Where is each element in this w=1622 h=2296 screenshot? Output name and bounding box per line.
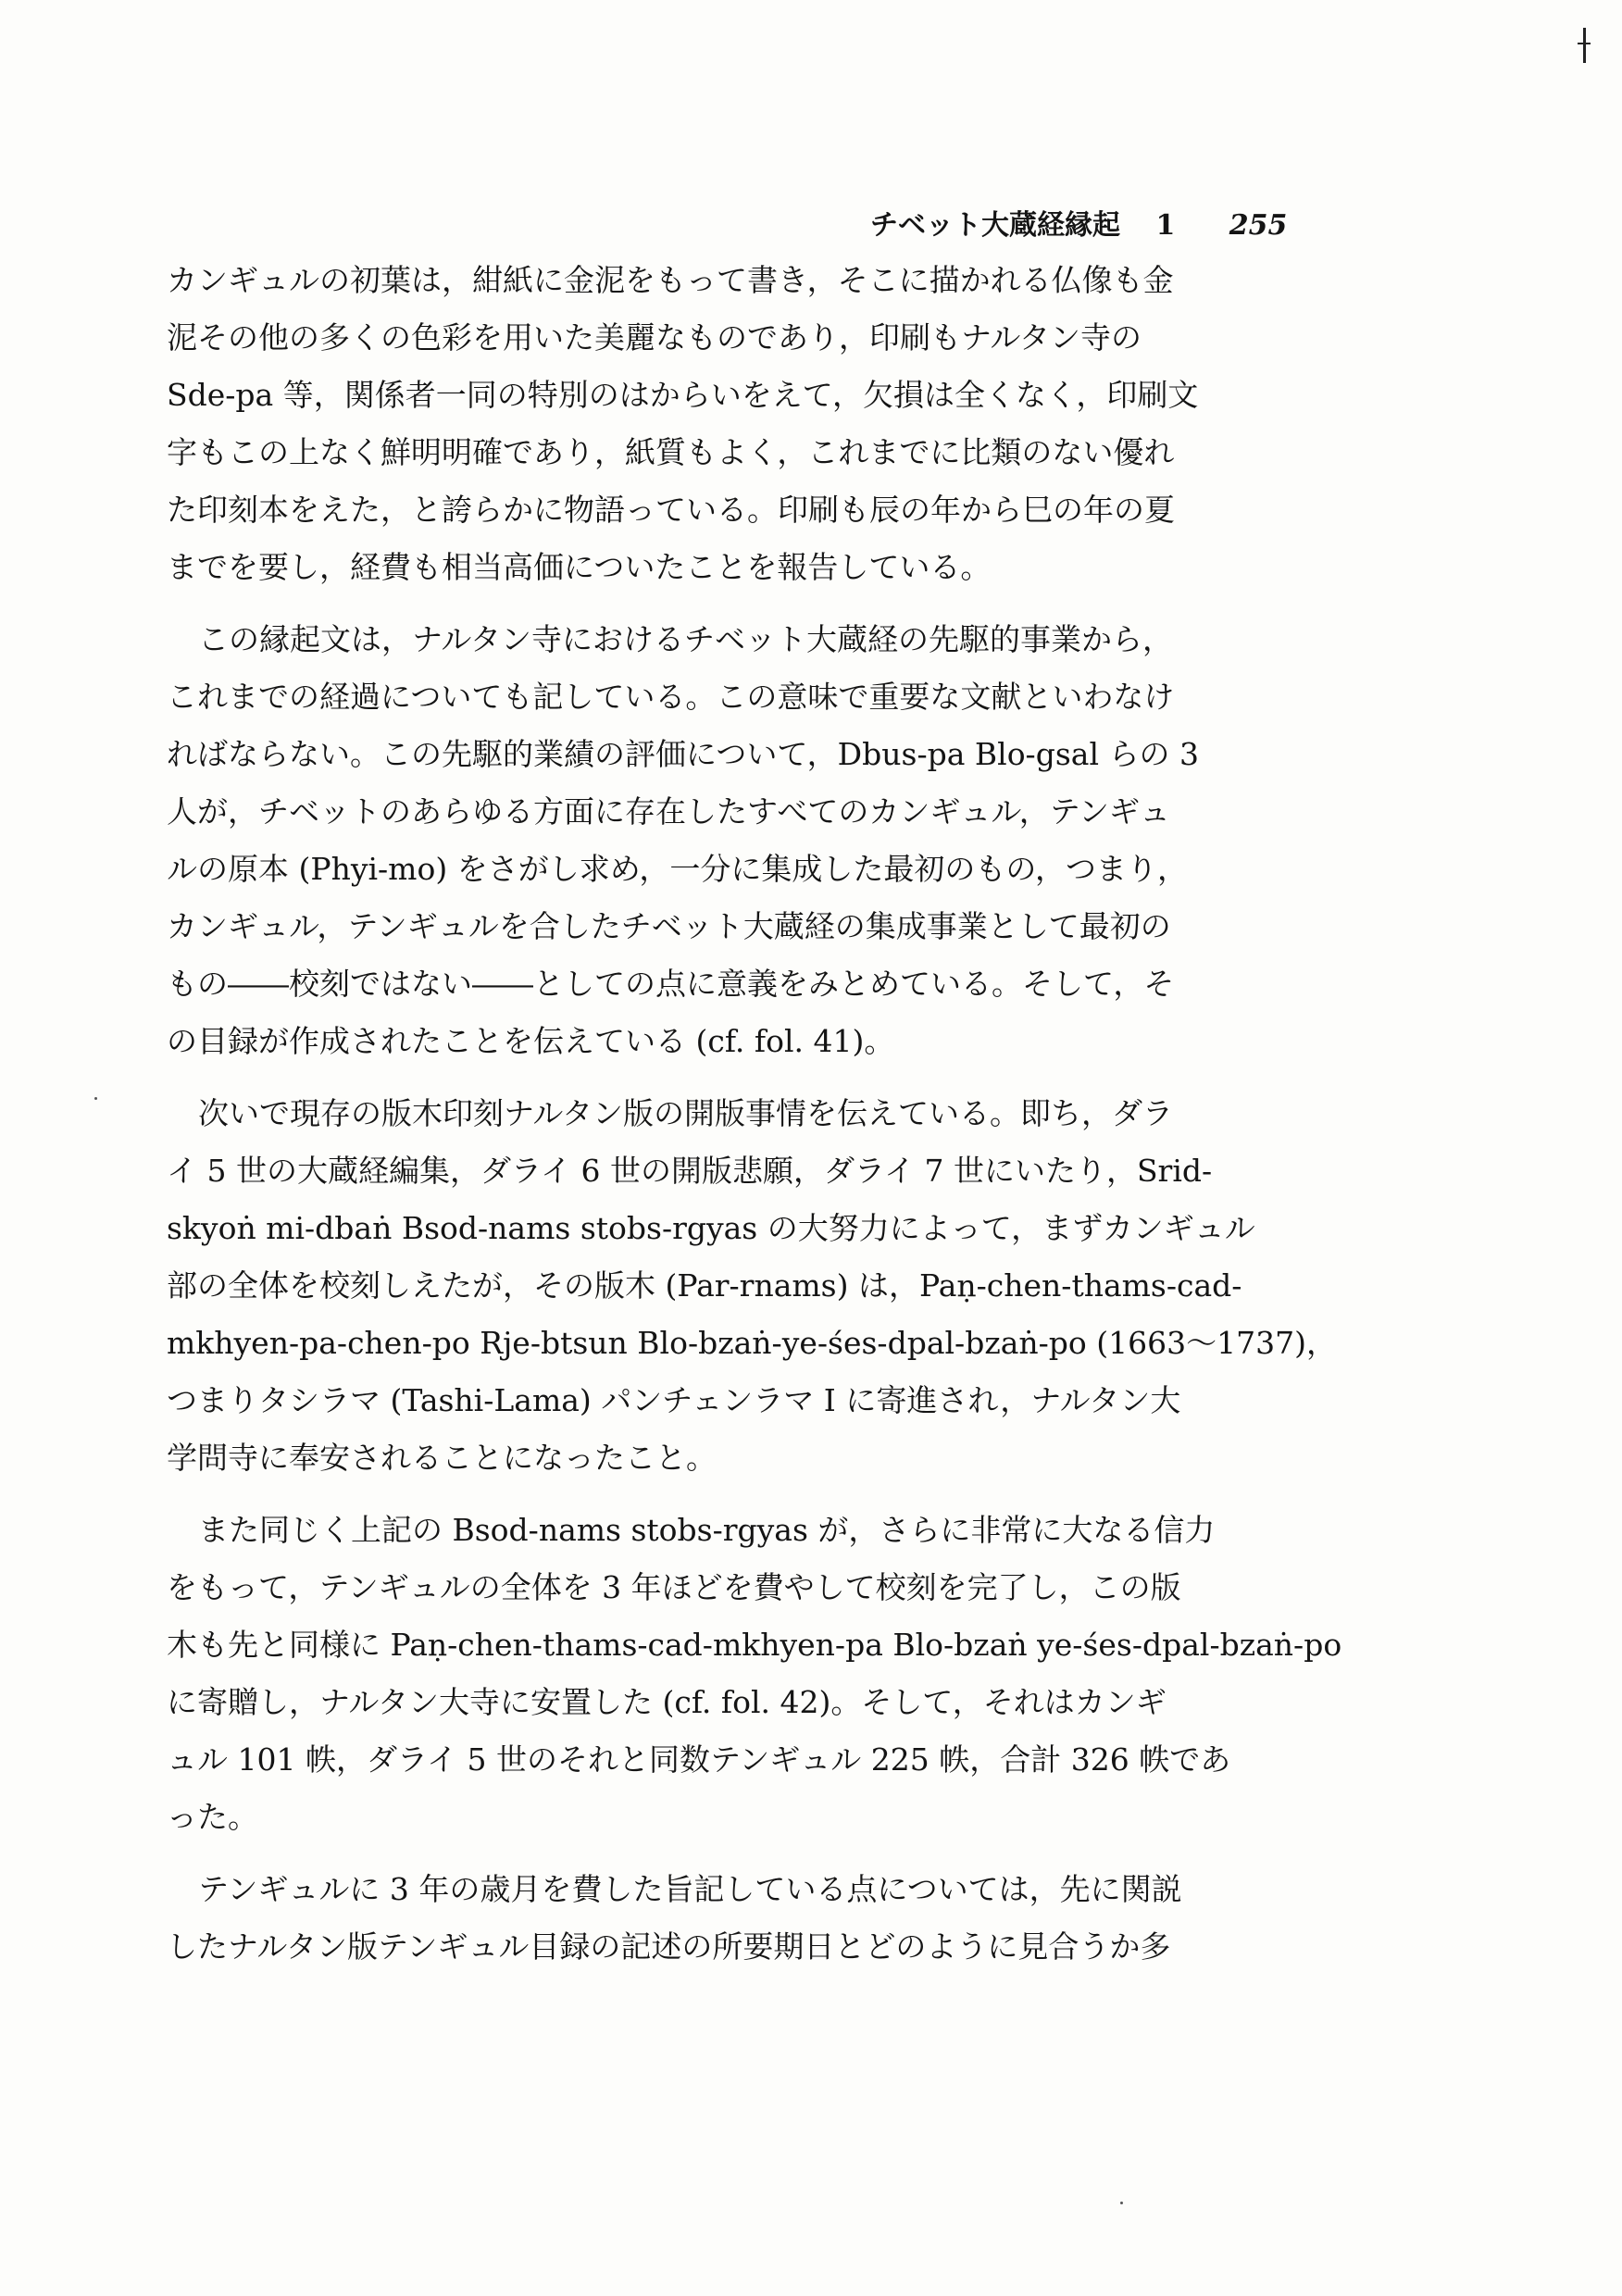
text-line: 泥その他の多くの色彩を用いた美麗なものであり，印刷もナルタン寺の: [167, 319, 1142, 356]
paragraph-3: [167, 1085, 1342, 1487]
text-line: をもって，テンギュルの全体を 3 年ほどを費やして校刻を完了し，この版: [167, 1569, 1181, 1605]
text-line: 字もこの上なく鮮明明確であり，紙質もよく，これまでに比類のない優れ: [167, 434, 1175, 470]
text-line: 学問寺に奉安されることになったこと。: [167, 1440, 717, 1476]
text-line: 部の全体を校刻しえたが，その版木 (Par-rnams) は，Paṇ-chen-thams-cad-: [167, 1267, 1242, 1304]
text-line: の目録が作成されたことを伝えている (cf. fol. 41)。: [167, 1023, 895, 1059]
text-line: この縁起文は，ナルタン寺におけるチベット大蔵経の先駆的事業から，: [198, 621, 1174, 657]
text-line: 木も先と同様に Paṇ-chen-thams-cad-mkhyen-pa Blo-bzaṅ ye-śes-dpal-bzaṅ-po: [167, 1627, 1342, 1663]
text-line: った。: [167, 1799, 258, 1835]
body-text: [167, 252, 1342, 1976]
text-line: skyoṅ mi-dbaṅ Bsod-nams stobs-rgyas の大努力によって，まずカンギュル: [167, 1210, 1255, 1246]
text-line: 次いで現存の版木印刻ナルタン版の開版事情を伝えている。即ち，ダラ: [198, 1095, 1174, 1131]
header-title: チベット大蔵経縁起: [870, 209, 1120, 242]
text-line: ュル 101 帙，ダライ 5 世のそれと同数テンギュル 225 帙，合計 326 帙であ: [167, 1741, 1231, 1778]
text-line: これまでの経過についても記している。この意味で重要な文献といわなけ: [167, 679, 1175, 715]
page-number: 255: [1229, 209, 1288, 242]
text-line: ルの原本 (Phyi-mo) をさがし求め，一分に集成した最初のもの，つまり，: [167, 851, 1189, 887]
text-line: 人が，チベットのあらゆる方面に存在したすべてのカンギュル，テンギュ: [167, 793, 1171, 830]
text-line: ればならない。この先駆的業績の評価について，Dbus-pa Blo-gsal らの 3: [167, 736, 1199, 772]
margin-mark: [1583, 28, 1586, 63]
text-line: mkhyen-pa-chen-po Rje-btsun Blo-bzaṅ-ye-śes-dpal-bzaṅ-po (1663～1737)，: [167, 1325, 1337, 1361]
text-line: カンギュル，テンギュルを合したチベット大蔵経の集成事業として最初の: [167, 908, 1171, 944]
paragraph-1: [167, 252, 1342, 596]
text-line: テンギュルに 3 年の歳月を費した旨記している点については，先に関説: [198, 1871, 1182, 1907]
paragraph-2: [167, 611, 1342, 1070]
text-line: カンギュルの初葉は，紺紙に金泥をもって書き，そこに描かれる仏像も金: [167, 262, 1174, 298]
header-chapter: 1: [1155, 209, 1176, 242]
text-line: もの――校刻ではない――としての点に意義をみとめている。そして，そ: [167, 966, 1175, 1002]
scan-speck: [1120, 2202, 1123, 2204]
text-line: したナルタン版テンギュル目録の記述の所要期日とどのように見合うか多: [167, 1928, 1171, 1965]
text-line: た印刻本をえた，と誇らかに物語っている。印刷も辰の年から巳の年の夏: [167, 492, 1175, 528]
running-header: [870, 202, 1296, 243]
text-line: Sde-pa 等，関係者一同の特別のはからいをえて，欠損は全くなく，印刷文: [167, 377, 1199, 413]
text-line: までを要し，経費も相当高価についたことを報告している。: [167, 549, 992, 585]
paragraph-5: [167, 1861, 1342, 1976]
scan-speck: [94, 1097, 97, 1100]
text-line: つまりタシラマ (Tashi-Lama) パンチェンラマ I に寄進され，ナルタン大: [167, 1382, 1181, 1418]
text-line: また同じく上記の Bsod-nams stobs-rgyas が，さらに非常に大なる信力: [198, 1512, 1216, 1548]
paragraph-4: [167, 1502, 1342, 1846]
text-line: に寄贈し，ナルタン大寺に安置した (cf. fol. 42)。そして，それはカンギ: [167, 1684, 1167, 1720]
text-line: イ 5 世の大蔵経編集，ダライ 6 世の開版悲願，ダライ 7 世にいたり，Srid-: [167, 1153, 1213, 1189]
